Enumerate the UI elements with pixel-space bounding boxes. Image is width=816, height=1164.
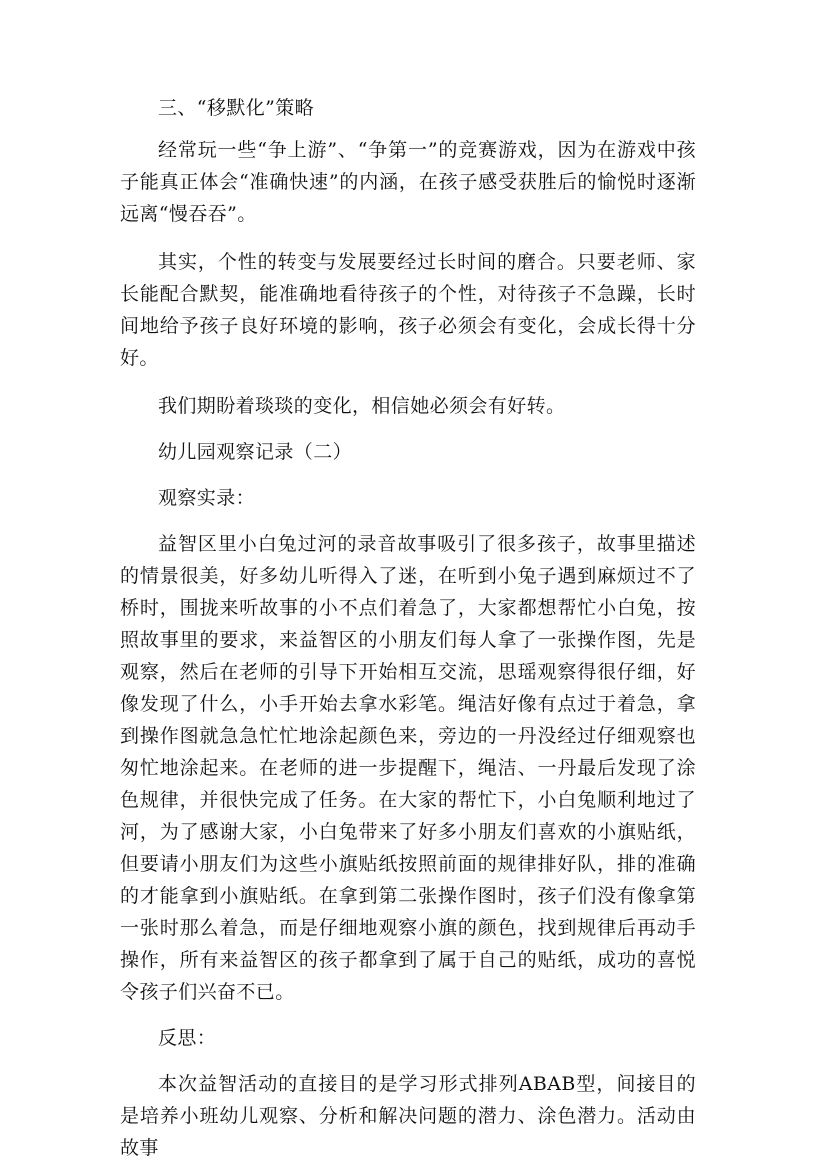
paragraph: 本次益智活动的直接目的是学习形式排列ABAB型，间接目的是培养小班幼儿观察、分析和解决问题的潜力、涂色潜力。活动由故事 [120,1073,696,1159]
section-heading: 三、“移默化”策略 [158,97,315,119]
paragraph: 益智区里小白兔过河的录音故事吸引了很多孩子，故事里描述的情景很美，好多幼儿听得入了迷，在听到小兔子遇到麻烦过不了桥时，围拢来听故事的小不点们着急了，大家都想帮忙小白兔，按照故事里的要求，来益智区的小朋友们每人拿了一张操作图，先是观察，然后在老师的引导下开始相互交流，思瑶观察得很仔细，好像发现了什么，小手开始去拿水彩笔。绳洁好像有点过于着急，拿到操作图就急急忙忙地涂起颜色来，旁边的一丹没经过仔细观察也匆忙地涂起来。在老师的进一步提醒下，绳洁、一丹最后发现了涂色规律，并很快完成了任务。在大家的帮忙下，小白兔顺利地过了河，为了感谢大家，小白兔带来了好多小朋友们喜欢的小旗贴纸，但要请小朋友们为这些小旗贴纸按照前面的规律排好队，排的准确的才能拿到小旗贴纸。在拿到第二张操作图时，孩子们没有像拿第一张时那么着急，而是仔细地观察小旗的颜色，找到规律后再动手操作，所有来益智区的孩子都拿到了属于自己的贴纸，成功的喜悦令孩子们兴奋不已。 [120,533,696,1003]
paragraph: 经常玩一些“争上游”、“争第一”的竞赛游戏，因为在游戏中孩子能真正体会“准确快速”的内涵，在孩子感受获胜后的愉悦时逐渐远离“慢吞吞”。 [120,139,696,225]
document-page [120,92,696,1164]
subheading: 观察实录： [158,487,256,509]
record-title: 幼儿园观察记录（二） [158,441,353,463]
paragraph: 我们期盼着琰琰的变化，相信她必须会有好转。 [158,395,566,417]
paragraph: 其实，个性的转变与发展要经过长时间的磨合。只要老师、家长能配合默契，能准确地看待孩子的个性，对待孩子不急躁，长时间地给予孩子良好环境的影响，孩子必须会有变化，会成长得十分好。 [120,251,696,369]
subheading: 反思： [158,1027,217,1049]
